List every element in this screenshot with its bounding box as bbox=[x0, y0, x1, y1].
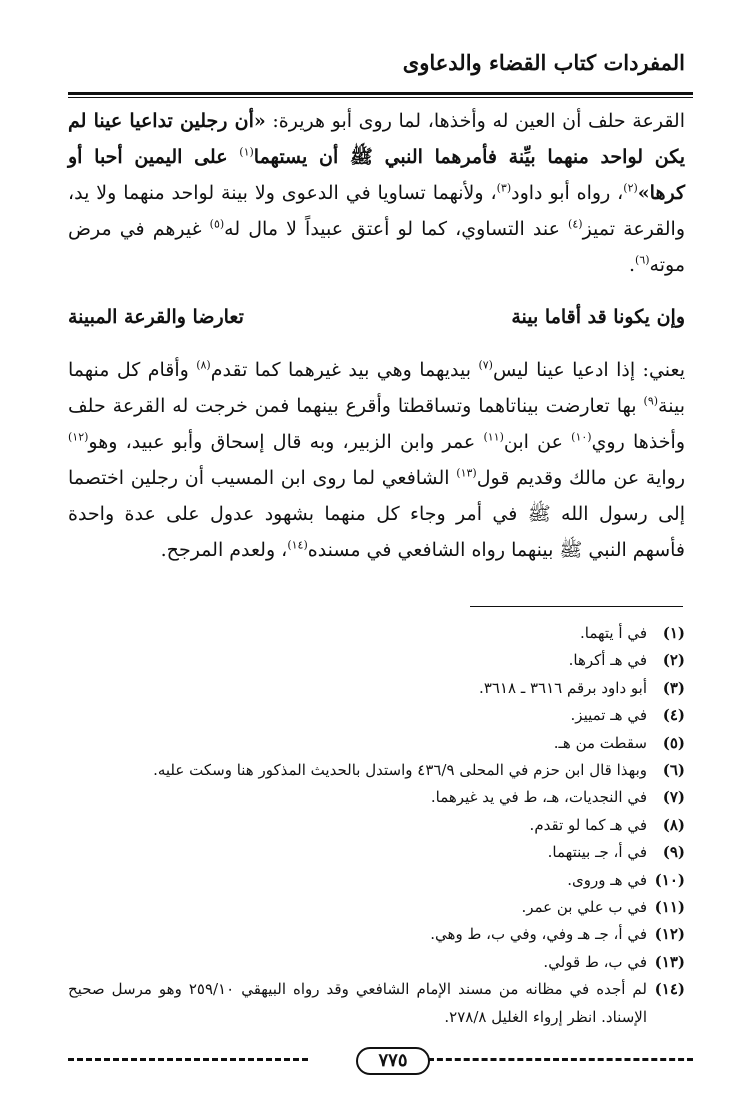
hadith-quote: على اليمين أحبا أو كرها» bbox=[68, 146, 686, 204]
text-run: القرعة حلف أن العين له وأخذها، لما روى أبو هريرة: bbox=[265, 110, 685, 132]
footnote-item bbox=[68, 702, 685, 729]
footnote-ref: (٣) bbox=[496, 181, 512, 195]
footnote-item bbox=[68, 867, 685, 894]
footnote-number: (٥) bbox=[662, 733, 685, 752]
verse-hemistich-1: وإن يكونا قد أقاما بينة bbox=[511, 306, 685, 328]
footnote-ref: (٧) bbox=[478, 358, 493, 372]
text-run: عن ابن bbox=[503, 431, 572, 453]
footnote-item bbox=[68, 784, 685, 811]
footnote-ref: (١٤) bbox=[287, 538, 308, 552]
footnote-item bbox=[68, 921, 685, 948]
footnote-text: في هـ تمييز. bbox=[570, 706, 647, 725]
footnote-ref: (١١) bbox=[483, 430, 504, 444]
footnote-ref: (٥) bbox=[209, 217, 225, 231]
footnote-ref: (٦) bbox=[635, 253, 650, 267]
verse-heading bbox=[68, 306, 685, 328]
footnote-item bbox=[68, 949, 685, 976]
footnote-ref: (١٢) bbox=[68, 430, 89, 444]
footnote-item bbox=[68, 894, 685, 921]
text-run: بيديهما وهي بيد غيرهما كما تقدم bbox=[210, 359, 479, 381]
footnote-number: (٦) bbox=[662, 761, 685, 780]
paragraph-2 bbox=[68, 352, 685, 568]
page-footer bbox=[68, 1047, 693, 1073]
footnote-number: (٩) bbox=[662, 843, 685, 862]
header-rule-thin bbox=[68, 97, 693, 98]
footnote-ref: (٩) bbox=[643, 394, 659, 408]
text-run: رواية عن مالك وقديم قول bbox=[476, 467, 686, 489]
text-run: وأقام كل منهما بينة bbox=[68, 359, 685, 417]
footnote-text: أبو داود برقم ٣٦١٦ ـ ٣٦١٨. bbox=[479, 678, 647, 697]
footnote-ref: (٤) bbox=[568, 217, 583, 231]
footnote-text: في ب علي بن عمر. bbox=[521, 898, 647, 917]
text-run: ، ولأنهما تساويا في الدعوى ولا بينة لواحد منهما ولا يد، والقرعة تميز bbox=[68, 182, 686, 240]
footnote-text: في أ، جـ بينتهما. bbox=[547, 843, 647, 862]
footnote-ref: (٢) bbox=[623, 181, 638, 195]
footnote-number: (٤) bbox=[662, 706, 685, 725]
footnote-number: (١٣) bbox=[654, 952, 685, 971]
footnote-text: وبهذا قال ابن حزم في المحلى ٤٣٦/٩ واستدل بالحديث المذكور هنا وسكت عليه. bbox=[153, 761, 647, 780]
footnote-ref: (١٣) bbox=[456, 466, 477, 480]
footnote-text: في هـ وروى. bbox=[567, 870, 647, 889]
footnote-number: (٨) bbox=[662, 815, 685, 834]
footnote-text: في هـ أكرها. bbox=[568, 651, 647, 670]
footnote-text: لم أجده في مظانه من مسند الإمام الشافعي وقد رواه البيهقي ٢٥٩/١٠ وهو مرسل صحيح الإسناد. انظر إرواء الغليل ٢٧٨/٨. bbox=[68, 980, 647, 1026]
header-rule bbox=[68, 92, 693, 95]
paragraph-1 bbox=[68, 103, 685, 283]
text-run: غيرهم في مرض موته bbox=[68, 218, 685, 276]
hadith-quote: «أن رجلين تداعيا عينا لم يكن لواحد منهما بيِّنة فأمرهما النبي ﷺ أن يستهما bbox=[68, 110, 686, 168]
text-run: عمر وابن الزبير، وبه قال إسحاق وأبو عبيد، وهو bbox=[88, 431, 484, 453]
footnote-number: (١١) bbox=[654, 898, 685, 917]
footnote-number: (٧) bbox=[662, 788, 685, 807]
footnote-item bbox=[68, 675, 685, 702]
footnote-number: (٢) bbox=[662, 651, 685, 670]
footnote-text: في أ، جـ هـ وفي، وفي ب، ط وهي. bbox=[430, 925, 647, 944]
text-run: يعني: إذا ادعيا عينا ليس bbox=[492, 359, 685, 381]
footnote-text: في النجديات، هـ، ط في يد غيرهما. bbox=[430, 788, 647, 807]
footnote-ref: (١٠) bbox=[571, 430, 592, 444]
footnote-item bbox=[68, 976, 685, 1031]
footnote-number: (١٠) bbox=[654, 870, 685, 889]
footnote-number: (١) bbox=[662, 624, 685, 642]
text-run: ، ولعدم المرجح. bbox=[160, 539, 288, 561]
footnote-ref: (٨) bbox=[196, 358, 211, 372]
footer-dashed-rule bbox=[428, 1058, 693, 1061]
text-run: بها تعارضت بيناتاهما وتساقطتا وأقرع بينهما فمن خرجت له القرعة حلف وأخذها روي bbox=[68, 395, 685, 453]
footnote-item bbox=[68, 730, 685, 757]
footnote-text: في أ يتهما. bbox=[579, 624, 647, 642]
footnote-text: في ب، ط قولي. bbox=[543, 952, 647, 971]
footnote-number: (١٤) bbox=[654, 980, 685, 999]
footer-dashed-rule bbox=[68, 1058, 308, 1061]
text-run: الشافعي لما روى ابن المسيب أن رجلين اختصما إلى رسول الله ﷺ في أمر وجاء كل منهما بشهود عدول على عدة واحدة فأسهم النبي ﷺ بينهما رواه الشافعي في مسنده bbox=[68, 467, 685, 561]
footnote-text: في هـ كما لو تقدم. bbox=[529, 815, 647, 834]
verse-hemistich-2: تعارضا والقرعة المبينة bbox=[68, 306, 244, 328]
footnote-item bbox=[68, 757, 685, 784]
footnote-number: (٣) bbox=[662, 678, 685, 697]
footnote-item bbox=[68, 647, 685, 674]
footnote-number: (١٢) bbox=[654, 925, 685, 944]
footnote-item bbox=[68, 620, 685, 647]
footnote-separator bbox=[470, 606, 683, 607]
footnote-item bbox=[68, 812, 685, 839]
text-run: . bbox=[628, 254, 636, 276]
page-number: ٧٧٥ bbox=[356, 1047, 430, 1075]
text-run: عند التساوي، كما لو أعتق عبيداً لا مال له bbox=[224, 218, 569, 240]
footnote-item bbox=[68, 839, 685, 866]
footnote-ref: (١) bbox=[239, 145, 254, 159]
text-run: ، رواه أبو داود bbox=[511, 182, 624, 204]
footnotes-list bbox=[68, 620, 685, 1031]
footnote-text: سقطت من هـ. bbox=[553, 733, 647, 752]
running-header: المفردات كتاب القضاء والدعاوى bbox=[402, 50, 685, 75]
